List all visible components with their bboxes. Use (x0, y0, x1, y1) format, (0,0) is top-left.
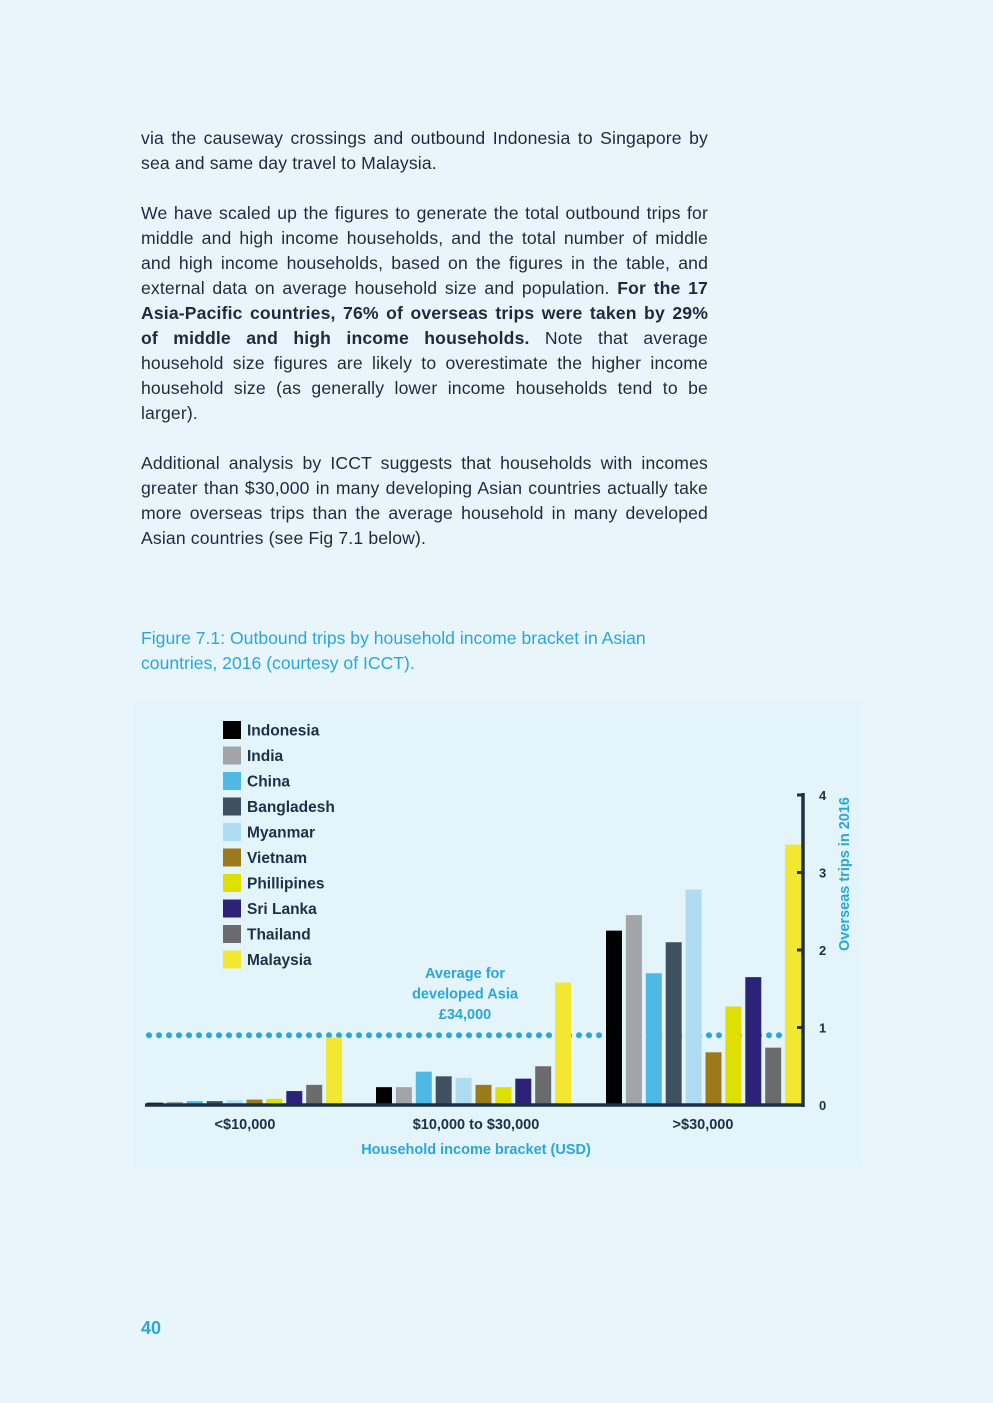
bar-indonesia-2 (606, 931, 622, 1105)
bar-malaysia-0 (326, 1038, 342, 1105)
bar-indonesia-1 (376, 1087, 392, 1105)
legend-swatch (223, 874, 241, 892)
legend-swatch (223, 900, 241, 918)
legend-label: Vietnam (247, 850, 308, 867)
y-tick-label: 0 (819, 1098, 827, 1113)
x-tick-label: >$30,000 (672, 1117, 734, 1133)
paragraph-1: via the causeway crossings and outbound Indonesia to Singapore by sea and same day travel to Malaysia. (141, 128, 708, 173)
legend-label: Indonesia (247, 722, 320, 740)
legend-label: Bangladesh (247, 799, 335, 816)
paragraph-2 (141, 201, 708, 426)
bar-india-2 (626, 915, 642, 1105)
bar-myanmar-2 (686, 890, 702, 1105)
legend-swatch (223, 849, 241, 867)
bar-sri-lanka-1 (515, 1079, 531, 1105)
bar-myanmar-1 (456, 1078, 472, 1105)
body-text (141, 126, 708, 576)
bar-sri-lanka-0 (286, 1091, 302, 1105)
legend-label: Myanmar (247, 824, 316, 842)
legend-label: Sri Lanka (247, 901, 317, 918)
y-tick-label: 1 (819, 1020, 827, 1036)
paragraph-2-start: We have scaled up the figures to generate the total outbound trips for middle and high income households, and the total number of middle and high income households, based on the figures in the table, and external data on average household size and population. (141, 203, 708, 298)
outbound-trips-chart (133, 702, 863, 1167)
y-tick-label: 3 (819, 865, 827, 881)
x-tick-label: <$10,000 (214, 1117, 276, 1133)
bar-malaysia-2 (785, 845, 801, 1105)
page-number: 40 (141, 1318, 162, 1338)
bar-vietnam-2 (706, 1052, 722, 1105)
bar-thailand-1 (535, 1066, 551, 1105)
bar-phillipines-2 (725, 1007, 741, 1105)
legend-label: Thailand (247, 926, 311, 944)
legend-swatch (223, 721, 241, 739)
paragraph-2-bold: For the 17 Asia-Pacific countries, 76% of overseas trips were taken by 29% of middle and high income households. (141, 278, 708, 348)
bar-bangladesh-1 (436, 1076, 452, 1105)
bar-thailand-0 (306, 1085, 322, 1105)
bar-vietnam-1 (476, 1085, 492, 1105)
legend-label: China (247, 773, 291, 791)
bar-china-1 (416, 1072, 432, 1105)
legend-label: Phillipines (247, 875, 325, 893)
x-tick-label: $10,000 to $30,000 (412, 1117, 540, 1133)
figure-caption: Figure 7.1: Outbound trips by household income bracket in Asian countries, 2016 (courtesy of ICCT). (141, 628, 646, 673)
y-tick-label: 4 (819, 788, 827, 803)
y-tick-label: 2 (819, 943, 827, 958)
legend-swatch (223, 925, 241, 943)
legend-swatch (223, 772, 241, 790)
y-axis-title: Overseas trips in 2016 (837, 797, 853, 951)
x-axis-title: Household income bracket (USD) (361, 1142, 591, 1158)
bar-malaysia-1 (555, 983, 571, 1105)
paragraph-2-end: Note that average household size figures are likely to overestimate the higher income household size (as generally lower income households tend to be larger). (141, 328, 708, 423)
legend-swatch (223, 798, 241, 816)
legend-label: India (247, 748, 284, 765)
reference-line-label: developed Asia (412, 986, 518, 1003)
reference-line-label: Average for (424, 966, 506, 982)
bar-bangladesh-2 (666, 942, 682, 1105)
legend-swatch (223, 823, 241, 841)
paragraph-3: Additional analysis by ICCT suggests that households with incomes greater than $30,000 in many developing Asian countries actually take more overseas trips than the average household in many developed Asian countries (see Fig 7.1 below). (141, 453, 708, 548)
reference-line-label: £34,000 (438, 1007, 492, 1023)
bar-thailand-2 (765, 1048, 781, 1105)
bar-india-1 (396, 1087, 412, 1105)
legend-swatch (223, 747, 241, 765)
legend-label: Malaysia (247, 952, 312, 969)
legend-swatch (223, 951, 241, 969)
bar-phillipines-1 (495, 1087, 511, 1105)
bar-china-2 (646, 973, 662, 1105)
bar-sri-lanka-2 (745, 977, 761, 1105)
